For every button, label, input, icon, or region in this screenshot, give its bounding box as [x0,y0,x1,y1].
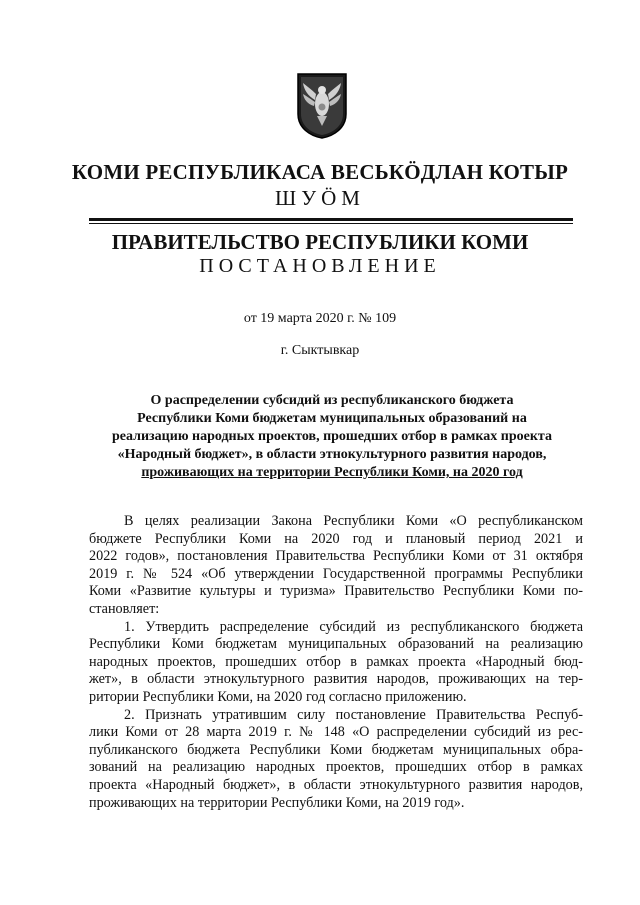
body-line: ритории Республики Коми, на 2020 год согласно приложению. [89,688,467,705]
body-line: Республики Коми бюджетам муниципальных образований на реализацию [89,636,583,653]
body-line: проекта «Народный бюджет», в области этнокультурного развития народов, [89,776,583,793]
komi-coat-of-arms-icon [294,70,350,140]
header-divider-thick [89,218,573,221]
body-line: лики Коми от 28 марта 2019 г. № 148 «О распределении субсидий из рес- [89,724,583,741]
title-line: «Народный бюджет», в области этнокультурного развития народов, [117,447,547,462]
komi-decree-word: ШУӦМ [275,186,365,210]
title-line: проживающих на территории Республики Коми, на 2020 год [141,465,523,480]
body-line: бюджете Республики Коми на 2020 год и плановый период 2021 и [89,530,583,547]
title-line: Республики Коми бюджетам муниципальных образований на [137,411,527,426]
body-line: 2019 г. № 524 «Об утверждении Государственной программы Республики [89,565,583,582]
government-title: ПРАВИТЕЛЬСТВО РЕСПУБЛИКИ КОМИ [111,230,529,254]
komi-government-title: КОМИ РЕСПУБЛИКАСА ВЕСЬКӦДЛАН КОТЫР [71,160,569,184]
decree-word: ПОСТАНОВЛЕНИЕ [199,255,441,277]
body-line: 1. Утвердить распределение субсидий из республиканского бюджета [124,618,583,635]
decree-date-number: от 19 марта 2020 г. № 109 [243,311,397,326]
body-line: В целях реализации Закона Республики Коми «О республиканском [124,513,583,529]
body-line: 2022 годов», постановления Правительства Республики Коми от 31 октября [89,548,583,565]
body-line: Коми «Развитие культуры и туризма» Правительство Республики Коми по- [89,583,583,600]
body-line: зований на реализацию народных проектов, прошедших отбор в рамках [89,759,583,776]
body-line: народных проектов, прошедших отбор в рамках проекта «Народный бюд- [89,653,583,670]
body-line: проживающих на территории Республики Коми, на 2019 год». [89,794,465,811]
document-body [89,513,583,812]
document-title [92,392,572,482]
body-line: становляет: [89,600,160,617]
decree-city: г. Сыктывкар [280,343,360,358]
body-line: публиканского бюджета Республики Коми бюджетам муниципальных обра- [89,741,583,758]
body-line: 2. Признать утратившим силу постановление Правительства Респуб- [124,706,583,723]
body-line: жет», в области этнокультурного развития народов, проживающих на тер- [89,671,583,688]
title-line: О распределении субсидий из республиканского бюджета [150,393,514,408]
title-line: реализацию народных проектов, прошедших отбор в рамках проекта [112,429,552,444]
header-divider-thin [89,223,573,224]
